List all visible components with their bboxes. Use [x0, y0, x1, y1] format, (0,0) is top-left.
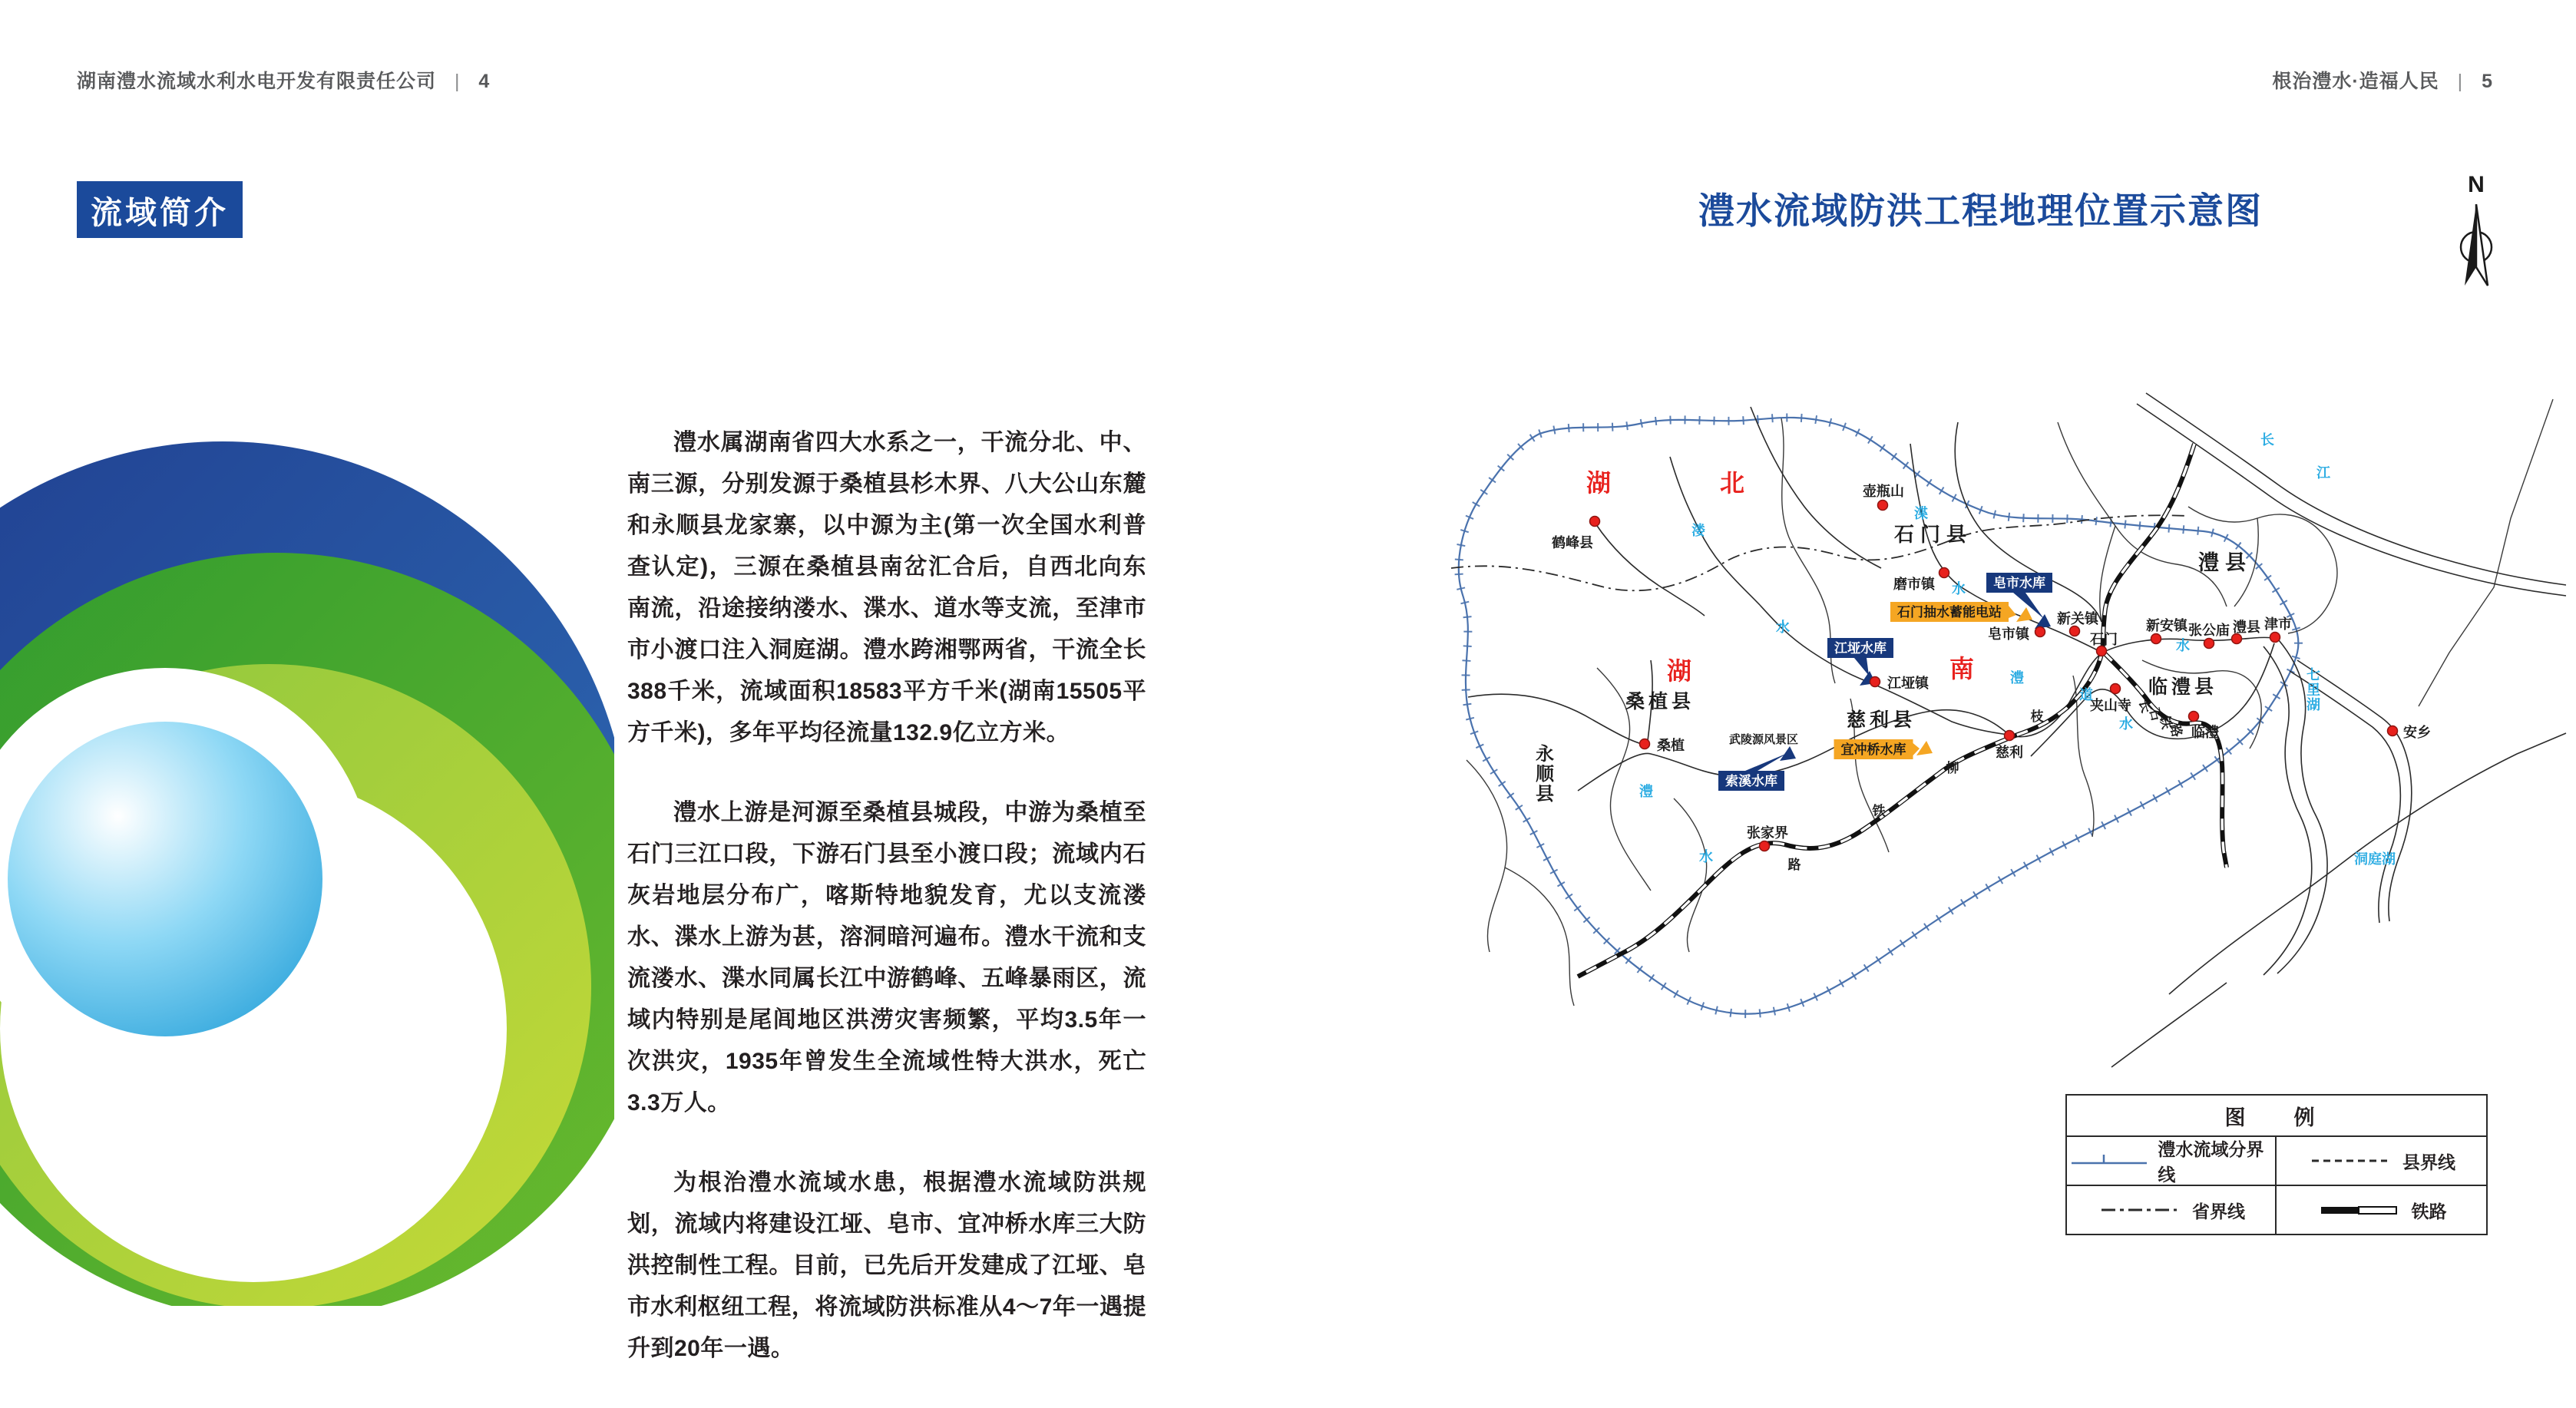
legend-item-railway	[2277, 1186, 2486, 1234]
province-boundary-line	[1451, 515, 2188, 590]
legend-item-county-boundary	[2277, 1137, 2486, 1186]
map-city-dot	[1640, 739, 1650, 749]
map-city-dot	[2388, 726, 2398, 736]
map-city	[2232, 620, 2261, 644]
map-city-dot	[2204, 639, 2214, 649]
map-river-label: 澧	[1639, 784, 1653, 799]
map-scenic-label: 武陵源风景区	[1728, 733, 1799, 746]
map-river-label: 长	[2260, 432, 2274, 448]
legend-label: 铁路	[2411, 1201, 2447, 1221]
map-railway-label: 铁	[1872, 804, 1886, 818]
header-right	[2272, 66, 2493, 94]
map-railway-label: 柳	[1946, 761, 1959, 775]
legend-item-province-boundary	[2067, 1186, 2277, 1234]
page-number-left: 4	[478, 71, 491, 92]
map-city-label: 皂市镇	[1988, 626, 2029, 642]
map-river-label: 道	[2079, 687, 2093, 702]
map-county-label: 桑植县	[1625, 691, 1695, 712]
map-city-dot	[2189, 712, 2199, 722]
map-dam-marker	[2016, 607, 2032, 622]
company-name: 湖南澧水流域水利水电开发有限责任公司	[77, 71, 437, 92]
map-reservoir-callout	[1834, 739, 1920, 759]
map-river-label: 水	[1952, 581, 1966, 597]
map-city	[1640, 737, 1685, 753]
callout-pointer	[1854, 658, 1869, 676]
map-city-label: 桑植	[1657, 738, 1685, 753]
map-city-label: 临澧	[2191, 725, 2219, 740]
callout-pointer	[2009, 606, 2016, 618]
map-city-dot	[2005, 731, 2015, 741]
map-city	[2388, 724, 2432, 740]
map-city-dot	[1590, 517, 1600, 527]
map-city	[2090, 684, 2131, 714]
map-county-label: 澧县	[2198, 551, 2252, 574]
legend-label: 县界线	[2402, 1152, 2455, 1172]
map-railway-label: 长石铁路	[2136, 698, 2185, 739]
map-river-label: 水	[2176, 638, 2190, 653]
map-city-label: 石门	[2090, 632, 2118, 647]
map-city-dot	[1870, 677, 1880, 687]
map-city	[1893, 568, 1949, 593]
paragraph-2: 澧水上游是河源至桑植县城段，中游为桑植至石门三江口段，下游石门县至小渡口段；流域内石灰岩地层分布广，喀斯特地貌发育，尤以支流溇水、渫水上游为甚，溶洞暗河遍布。澧水干流和支流溇水、渫水同属长江中游鹤峰、五峰暴雨区，流域内特别是尾闾地区洪涝灾害频繁，平均3.5年一次洪灾，1935年曾发生全流域性特大洪水，死亡3.3万人。	[627, 800, 1146, 1115]
body-text-column	[627, 422, 1146, 1408]
map-province-label: 湖	[1666, 657, 1692, 685]
map-city-label: 夹山寺	[2090, 698, 2131, 713]
map-city	[1988, 626, 2045, 642]
compass-north-icon	[2449, 170, 2503, 293]
province-boundary-symbol-icon	[2097, 1201, 2181, 1219]
header-left	[77, 66, 490, 94]
header-divider: |	[2457, 71, 2464, 92]
map-city-label: 澧县	[2233, 620, 2260, 635]
map-reservoir-callout	[1890, 602, 2016, 622]
map-city-label: 江垭镇	[1887, 676, 1929, 691]
map-river-label: 澧	[2010, 670, 2024, 686]
map-city-label: 张家界	[1747, 825, 1788, 841]
map-city-dot	[1939, 568, 1949, 578]
railway-symbol-icon	[2316, 1201, 2401, 1219]
map-city-dot	[2151, 634, 2161, 644]
page-number-right: 5	[2482, 71, 2493, 92]
map-river-label: 江	[2316, 465, 2330, 481]
map-city	[2090, 631, 2118, 656]
map-city-dot	[2111, 684, 2121, 694]
callout-pointer	[1745, 753, 1787, 771]
map-river-label: 水	[1699, 849, 1713, 864]
slogan: 根治澧水·造福人民	[2272, 71, 2439, 92]
map-river-label: 洞庭湖	[2354, 851, 2396, 867]
map-city-label: 慈利	[1996, 745, 2023, 760]
map-city-dot	[2070, 626, 2080, 636]
map-city	[1551, 517, 1600, 551]
map-railway-label: 枝	[2030, 709, 2044, 724]
map-title: 澧水流域防洪工程地理位置示意图	[1698, 190, 2263, 231]
map-county-label: 石门县	[1893, 523, 1973, 546]
basin-boundary-symbol-icon	[2067, 1152, 2147, 1170]
legend-title: 图 例	[2067, 1096, 2486, 1137]
map-city-label: 津市	[2264, 616, 2292, 632]
callout-label: 索溪水库	[1725, 774, 1777, 788]
map-city-label: 磨市镇	[1893, 577, 1935, 592]
map-city	[2264, 616, 2292, 643]
map-city	[2188, 622, 2230, 649]
map-dam-marker	[1780, 746, 1796, 761]
callout-label: 石门抽水蓄能电站	[1897, 605, 2002, 620]
logo-water-drop	[8, 722, 322, 1036]
map-city-dot	[1878, 501, 1888, 511]
map-railway-label: 路	[1787, 858, 1801, 872]
callout-label: 皂市水库	[1993, 576, 2045, 590]
map-river-label: 水	[1776, 620, 1790, 635]
map-city-dot	[2097, 646, 2107, 656]
map-city-dot	[2232, 634, 2242, 644]
map-county-label: 永顺县	[1536, 744, 1554, 805]
legend-label: 省界线	[2192, 1201, 2245, 1221]
map-reservoir-callout	[1718, 753, 1787, 791]
callout-label: 江垭水库	[1834, 641, 1887, 656]
map-city-label: 安乡	[2403, 725, 2431, 740]
map-city-label: 壶瓶山	[1863, 484, 1904, 499]
map-city-dot	[2035, 627, 2045, 637]
section-title: 流域简介	[77, 181, 243, 238]
legend-item-basin-boundary	[2067, 1137, 2277, 1186]
map-province-label: 湖	[1586, 469, 1612, 497]
map-city	[1870, 675, 1930, 691]
map-city-dot	[1760, 841, 1770, 851]
map-city	[2189, 712, 2220, 741]
river-lines	[1468, 393, 2566, 1067]
map-city-label: 张公庙	[2188, 623, 2230, 638]
header-divider: |	[454, 71, 461, 92]
map-province-label: 南	[1949, 655, 1975, 683]
map-river-label: 七里湖	[2306, 667, 2320, 712]
paragraph-1: 澧水属湖南省四大水系之一，干流分北、中、南三源，分别发源于桑植县杉木界、八大公山东麓和永顺县龙家寨，以中源为主(第一次全国水利普查认定)，三源在桑植县南岔汇合后，自西北向东南流，沿途接纳溇水、渫水、道水等支流，至津市市小渡口注入洞庭湖。澧水跨湘鄂两省，干流全长388千米，流域面积18583平方千米(湖南15505平方千米)，多年平均径流量132.9亿立方米。	[627, 430, 1146, 745]
map-county-label: 慈利县	[1846, 709, 1916, 731]
legend-label: 澧水流域分界线	[2158, 1139, 2264, 1185]
county-boundary-symbol-icon	[2307, 1152, 2392, 1170]
paragraph-3: 为根治澧水流域水患，根据澧水流域防洪规划，流域内将建设江垭、皂市、宜冲桥水库三大防洪控制性工程。目前，已先后开发建成了江垭、皂市水利枢纽工程，将流域防洪标准从4～7年一遇提升到20年一遇。	[627, 1170, 1146, 1361]
map-river-label: 渫	[1914, 506, 1928, 521]
map-reservoir-callout	[1827, 638, 1893, 676]
map-legend	[2065, 1094, 2488, 1235]
map-city-label: 新安镇	[2146, 618, 2187, 633]
map-river-label: 水	[2119, 716, 2133, 732]
map-city	[1863, 483, 1904, 511]
basin-map	[1420, 330, 2572, 1098]
callout-label: 宜冲桥水库	[1840, 742, 1906, 757]
map-province-label: 北	[1719, 469, 1745, 497]
map-county-label: 临澧县	[2148, 676, 2218, 698]
map-city-label: 新关镇	[2057, 611, 2098, 626]
compass-n-label: N	[2468, 172, 2485, 197]
map-city-dot	[2270, 633, 2280, 643]
company-logo	[0, 399, 614, 1306]
map-dam-marker	[2035, 614, 2051, 629]
map-city-label: 鹤峰县	[1552, 535, 1593, 550]
map-river-label: 溇	[1691, 523, 1705, 538]
